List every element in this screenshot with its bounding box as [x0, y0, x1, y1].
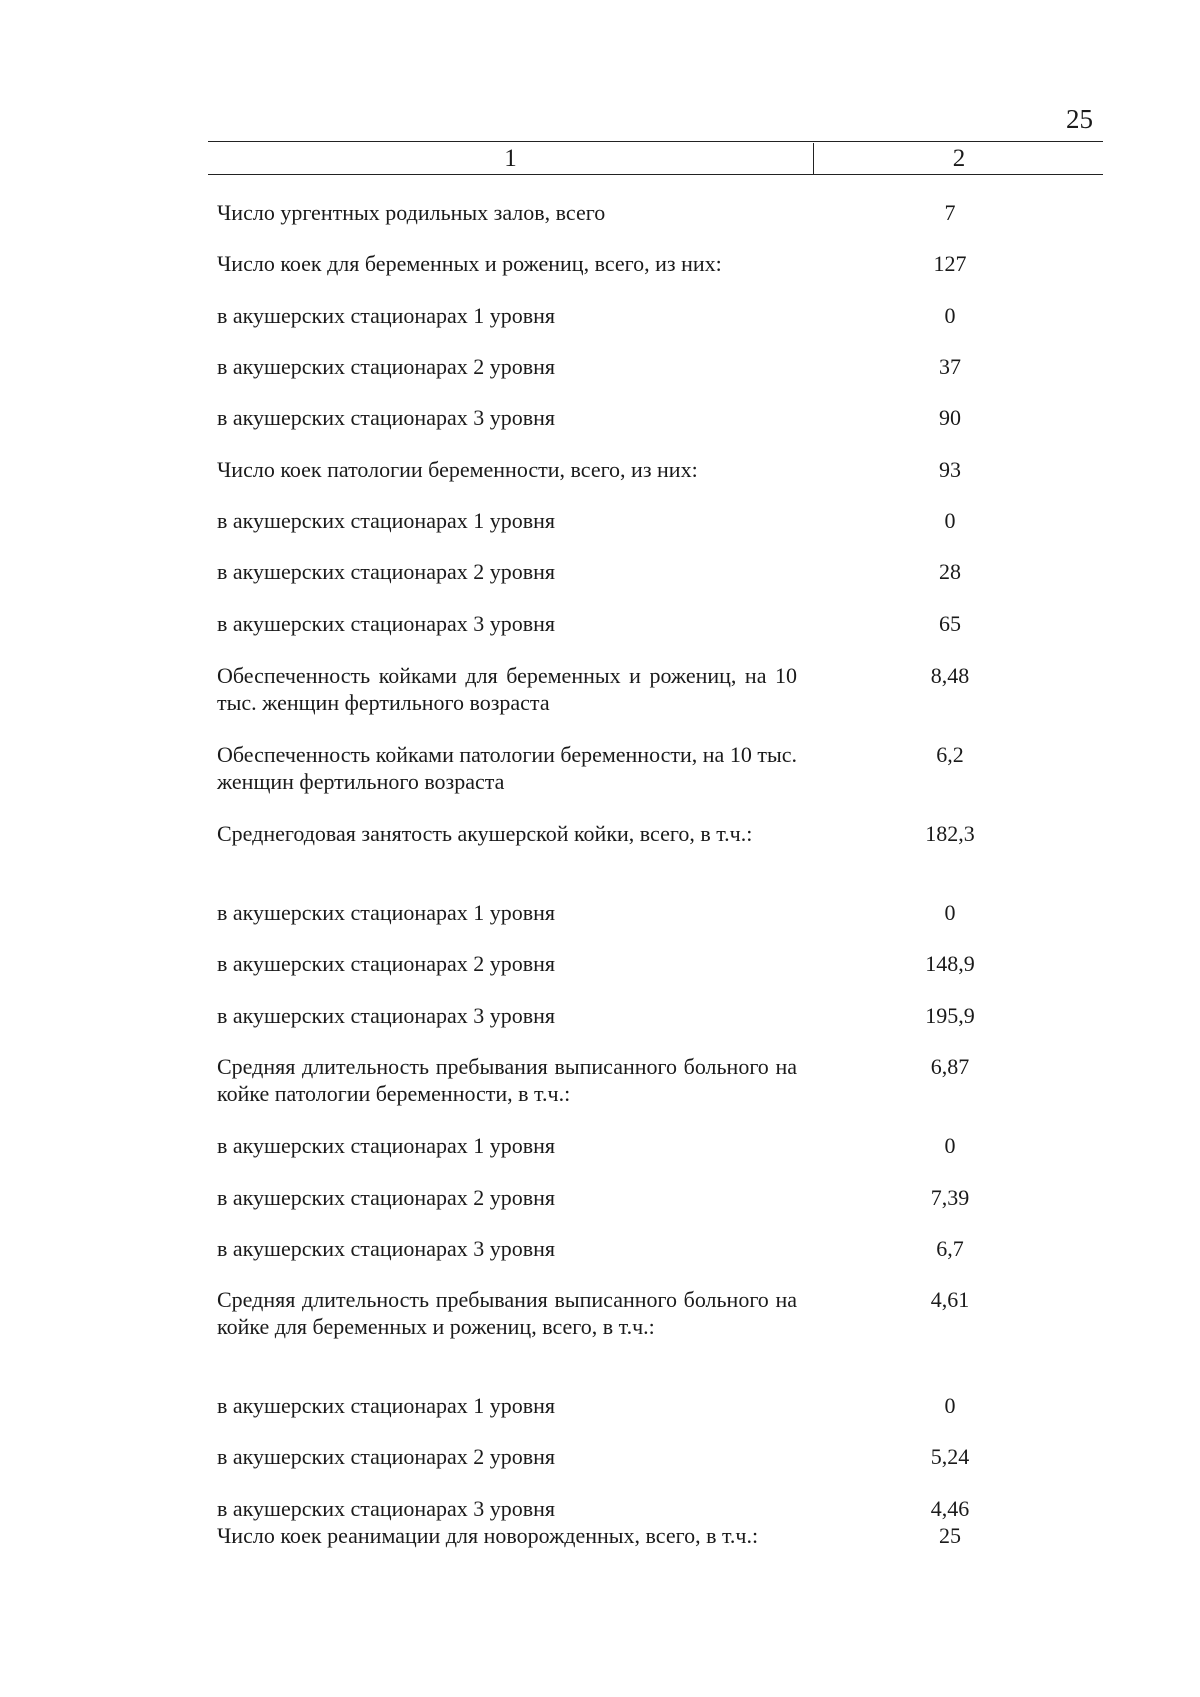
row-value: 182,3 — [925, 821, 975, 846]
row-value: 25 — [939, 1523, 961, 1548]
row-label: Обеспеченность койками патологии беременности, на 10 тыс. женщин фертильного возраста — [217, 742, 797, 794]
row-label: в акушерских стационарах 2 уровня — [217, 951, 556, 976]
row-value: 7 — [944, 200, 956, 225]
row-label: в акушерских стационарах 3 уровня — [217, 1236, 556, 1261]
row-value: 195,9 — [925, 1003, 975, 1028]
row-label: в акушерских стационарах 1 уровня — [217, 900, 556, 925]
row-label: в акушерских стационарах 2 уровня — [217, 1444, 556, 1469]
row-value: 127 — [933, 251, 967, 276]
row-label: в акушерских стационарах 3 уровня — [217, 1003, 556, 1028]
row-value: 148,9 — [925, 951, 975, 976]
row-value: 7,39 — [930, 1185, 970, 1210]
column-header-1: 1 — [504, 145, 517, 172]
row-value: 0 — [944, 1393, 956, 1418]
row-label: в акушерских стационарах 3 уровня — [217, 611, 556, 636]
row-label: Число коек патологии беременности, всего, из них: — [217, 457, 698, 482]
table-header — [208, 143, 1103, 175]
row-value: 5,24 — [930, 1444, 970, 1469]
row-label: в акушерских стационарах 1 уровня — [217, 303, 556, 328]
row-label: в акушерских стационарах 3 уровня — [217, 1496, 556, 1521]
row-label: Число ургентных родильных залов, всего — [217, 200, 606, 225]
row-label: в акушерских стационарах 2 уровня — [217, 559, 556, 584]
row-label: Число коек реанимации для новорожденных, всего, в т.ч.: — [217, 1523, 759, 1548]
column-divider — [813, 143, 814, 174]
column-header-2: 2 — [952, 145, 966, 172]
row-label: в акушерских стационарах 1 уровня — [217, 1133, 556, 1158]
row-value: 4,61 — [930, 1287, 970, 1312]
row-label: в акушерских стационарах 1 уровня — [217, 508, 556, 533]
row-value: 6,7 — [936, 1236, 964, 1261]
row-value: 0 — [944, 303, 956, 328]
row-value: 0 — [944, 1133, 956, 1158]
row-value: 65 — [939, 611, 961, 636]
row-value: 90 — [939, 405, 961, 430]
row-value: 37 — [939, 354, 961, 379]
row-value: 0 — [944, 900, 956, 925]
row-label: в акушерских стационарах 3 уровня — [217, 405, 556, 430]
row-value: 8,48 — [930, 663, 970, 688]
row-label: Средняя длительность пребывания выписанного больного на койке для беременных и рожениц, всего, в т.ч.: — [217, 1287, 797, 1339]
row-value: 0 — [944, 508, 956, 533]
table-top-rule — [208, 141, 1103, 142]
row-value: 6,87 — [930, 1054, 970, 1079]
row-label: в акушерских стационарах 2 уровня — [217, 1185, 556, 1210]
row-value: 4,46 — [930, 1496, 970, 1521]
row-value: 93 — [939, 457, 961, 482]
page-number: 25 — [1066, 104, 1093, 134]
row-value: 6,2 — [936, 742, 964, 767]
row-value: 28 — [939, 559, 961, 584]
row-label: в акушерских стационарах 1 уровня — [217, 1393, 556, 1418]
row-label: в акушерских стационарах 2 уровня — [217, 354, 556, 379]
row-label: Среднегодовая занятость акушерской койки, всего, в т.ч.: — [217, 821, 753, 846]
row-label: Средняя длительность пребывания выписанного больного на койке патологии беременности, в т.ч.: — [217, 1054, 797, 1106]
row-label: Число коек для беременных и рожениц, всего, из них: — [217, 251, 722, 276]
row-label: Обеспеченность койками для беременных и рожениц, на 10 тыс. женщин фертильного возраста — [217, 663, 797, 715]
